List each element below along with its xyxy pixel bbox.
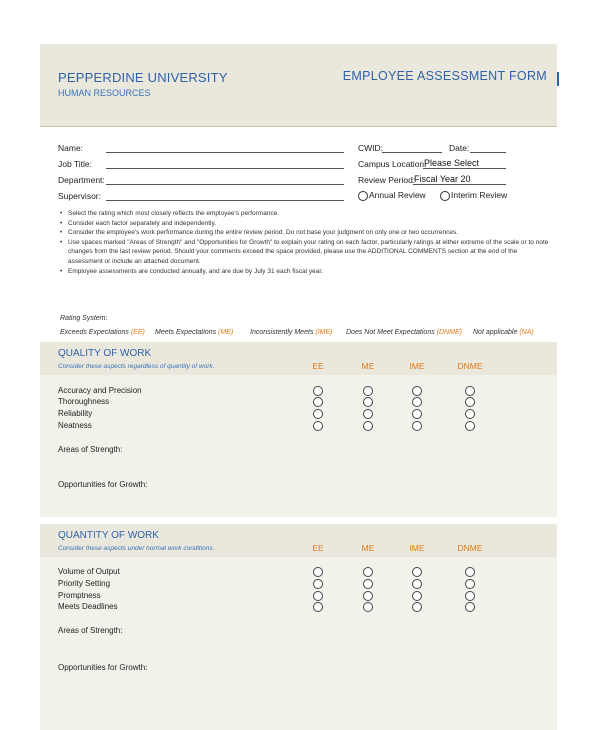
- criterion-thoroughness: Thoroughness: [58, 397, 110, 406]
- column-ime: IME: [409, 543, 425, 553]
- rating-radio[interactable]: [465, 397, 475, 407]
- criterion-neatness: Neatness: [58, 421, 92, 430]
- supervisor-label: Supervisor:: [58, 191, 101, 201]
- criterion-accuracy: Accuracy and Precision: [58, 386, 142, 395]
- criterion-reliability: Reliability: [58, 409, 93, 418]
- job-title-label: Job Title:: [58, 159, 93, 169]
- criterion-volume: Volume of Output: [58, 567, 120, 576]
- quantity-of-work-section: [40, 524, 557, 730]
- rating-radio[interactable]: [412, 421, 422, 431]
- interim-review-radio[interactable]: [440, 191, 450, 201]
- rating-radio[interactable]: [465, 591, 475, 601]
- rating-radio[interactable]: [313, 421, 323, 431]
- rating-radio[interactable]: [465, 579, 475, 589]
- campus-location-underline: [423, 168, 506, 169]
- supervisor-input[interactable]: [106, 200, 344, 201]
- section-subtitle: Consider these aspects regardless of quantity of work.: [58, 363, 215, 370]
- section-header: [40, 342, 557, 375]
- rating-radio[interactable]: [465, 386, 475, 396]
- column-dnme: DNME: [457, 543, 483, 553]
- rating-radio[interactable]: [465, 567, 475, 577]
- campus-location-label: Campus Location:: [358, 159, 427, 169]
- quality-of-work-section: [40, 342, 557, 517]
- name-label: Name:: [58, 143, 84, 153]
- section-body: [40, 557, 557, 730]
- campus-location-select[interactable]: Please Select: [424, 158, 480, 168]
- header-accent-bar: [557, 72, 559, 86]
- areas-of-strength-label: Areas of Strength:: [58, 445, 123, 454]
- department-label: Department:: [58, 175, 105, 185]
- rating-radio[interactable]: [363, 602, 373, 612]
- rating-na: Not applicable (NA): [473, 329, 534, 336]
- opportunities-for-growth-label: Opportunities for Growth:: [58, 663, 148, 672]
- instruction-item: • Employee assessments are conducted annually, and are due by July 31 each fiscal year.: [60, 267, 550, 277]
- column-dnme: DNME: [457, 361, 483, 371]
- rating-radio[interactable]: [363, 409, 373, 419]
- opportunities-for-growth-label: Opportunities for Growth:: [58, 480, 148, 489]
- assessment-form-page: [40, 0, 557, 730]
- department-name: HUMAN RESOURCES: [58, 88, 151, 98]
- rating-radio[interactable]: [412, 579, 422, 589]
- section-subtitle: Consider these aspects under normal work conditions.: [58, 545, 215, 552]
- annual-review-label: Annual Review: [369, 190, 426, 200]
- rating-radio[interactable]: [363, 567, 373, 577]
- instruction-item: • Select the rating which most closely reflects the employee's performance.: [60, 209, 550, 219]
- areas-of-strength-label: Areas of Strength:: [58, 626, 123, 635]
- column-me: ME: [361, 361, 375, 371]
- university-name: PEPPERDINE UNIVERSITY: [58, 70, 228, 85]
- rating-radio[interactable]: [313, 591, 323, 601]
- rating-radio[interactable]: [313, 567, 323, 577]
- column-ee: EE: [312, 543, 324, 553]
- rating-ee: Exceeds Expectations (EE): [60, 329, 145, 336]
- instruction-item: • Use spaces marked "Areas of Strength" and "Opportunities for Growth" to explain your rating on each factor, particularly ratings at either extreme of the scale or to note changes from the last review period. Should your comments exceed the space provided, please use the ADDITIONAL COMMENTS section at the end of the assessment or include an attached document.: [60, 238, 550, 267]
- rating-radio[interactable]: [465, 409, 475, 419]
- section-body: [40, 375, 557, 517]
- rating-system-title: Rating System:: [60, 315, 108, 322]
- cwid-label: CWID:: [358, 143, 384, 153]
- criterion-priority: Priority Setting: [58, 579, 111, 588]
- instructions: [60, 209, 550, 276]
- rating-radio[interactable]: [465, 602, 475, 612]
- rating-radio[interactable]: [412, 397, 422, 407]
- rating-radio[interactable]: [465, 421, 475, 431]
- form-header: [40, 44, 557, 127]
- rating-radio[interactable]: [363, 386, 373, 396]
- date-label: Date:: [449, 143, 470, 153]
- rating-radio[interactable]: [412, 386, 422, 396]
- rating-dnme: Does Not Meet Expectations (DNME): [346, 329, 462, 336]
- column-ime: IME: [409, 361, 425, 371]
- column-me: ME: [361, 543, 375, 553]
- date-input[interactable]: [470, 152, 506, 153]
- rating-radio[interactable]: [412, 567, 422, 577]
- rating-radio[interactable]: [313, 579, 323, 589]
- criterion-promptness: Promptness: [58, 591, 101, 600]
- column-ee: EE: [312, 361, 324, 371]
- review-period-value[interactable]: Fiscal Year 20: [414, 174, 471, 184]
- rating-radio[interactable]: [313, 397, 323, 407]
- rating-me: Meets Expectations (ME): [155, 329, 234, 336]
- job-title-input[interactable]: [106, 168, 344, 169]
- rating-radio[interactable]: [363, 579, 373, 589]
- rating-radio[interactable]: [363, 421, 373, 431]
- department-input[interactable]: [106, 184, 344, 185]
- rating-radio[interactable]: [313, 409, 323, 419]
- rating-ime: Inconsistently Meets (IME): [250, 329, 333, 336]
- rating-radio[interactable]: [313, 386, 323, 396]
- name-input[interactable]: [106, 152, 344, 153]
- section-title: QUANTITY OF WORK: [58, 530, 159, 541]
- rating-radio[interactable]: [412, 591, 422, 601]
- form-title: EMPLOYEE ASSESSMENT FORM: [342, 69, 547, 83]
- review-period-underline: [413, 184, 506, 185]
- rating-radio[interactable]: [412, 602, 422, 612]
- criterion-deadlines: Meets Deadlines: [58, 602, 118, 611]
- rating-radio[interactable]: [363, 397, 373, 407]
- cwid-input[interactable]: [382, 152, 442, 153]
- section-title: QUALITY OF WORK: [58, 348, 152, 359]
- review-period-label: Review Period:: [358, 175, 416, 185]
- rating-radio[interactable]: [363, 591, 373, 601]
- annual-review-radio[interactable]: [358, 191, 368, 201]
- section-header: [40, 524, 557, 557]
- instruction-item: • Consider the employee's work performance during the entire review period. Do not base your judgment on only one or two occurrences.: [60, 228, 550, 238]
- rating-radio[interactable]: [313, 602, 323, 612]
- instruction-item: • Consider each factor separately and independently.: [60, 219, 550, 229]
- rating-radio[interactable]: [412, 409, 422, 419]
- interim-review-label: Interim Review: [451, 190, 508, 200]
